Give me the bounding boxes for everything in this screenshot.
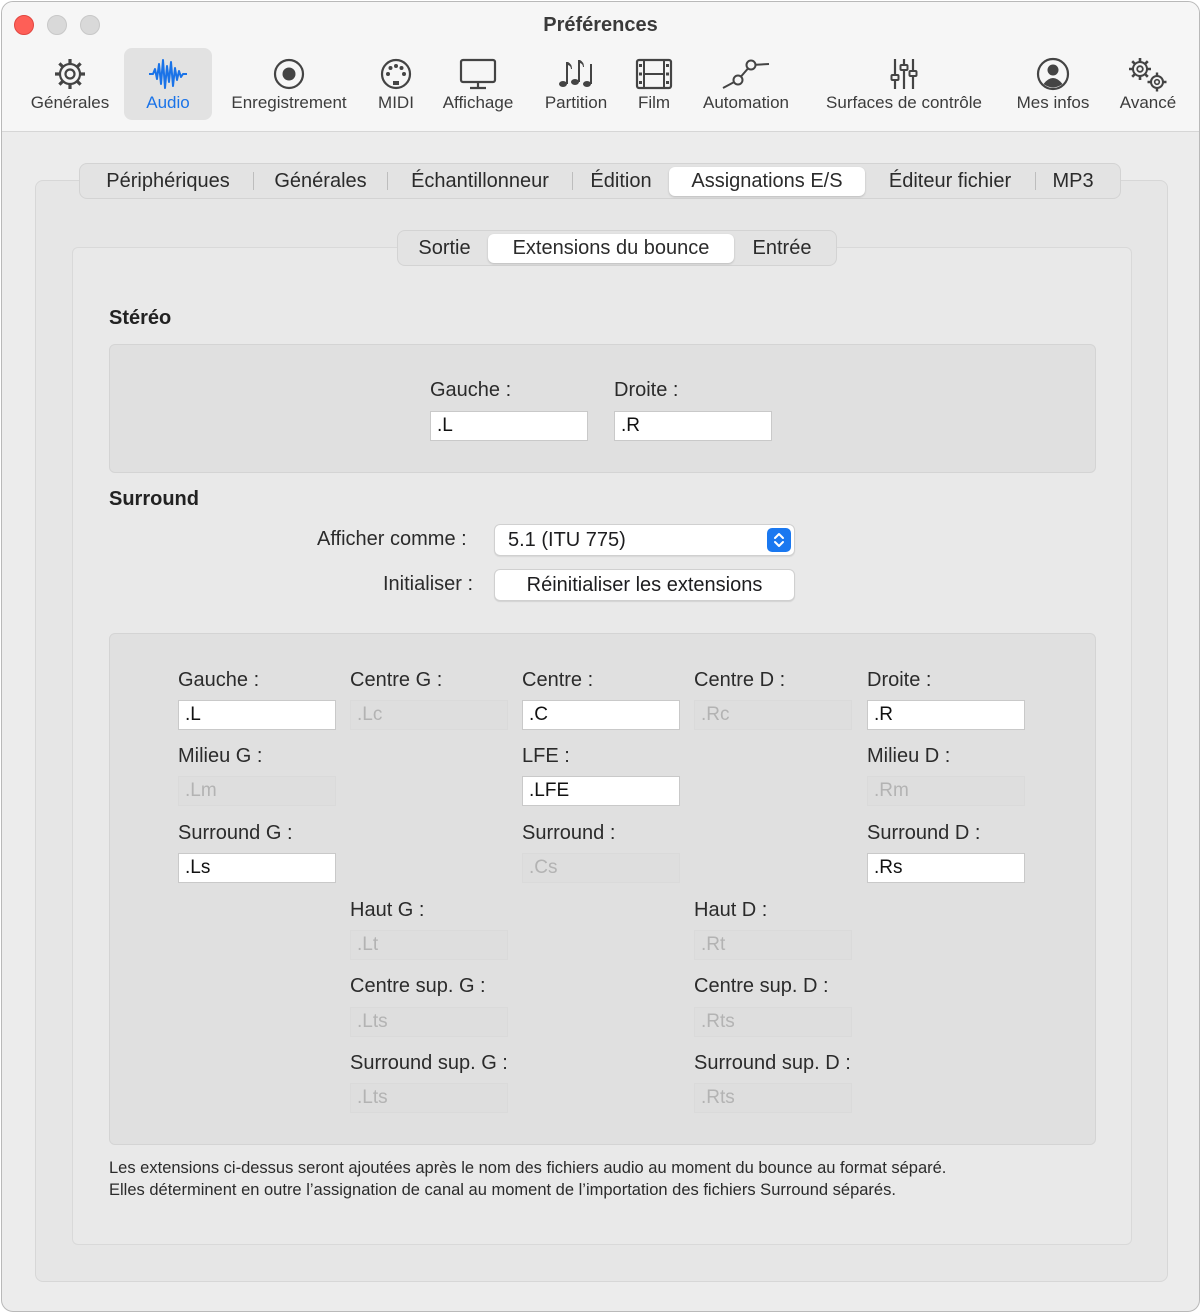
surround-surround-field: .Cs (522, 853, 680, 883)
toolbar-item-film[interactable] (628, 48, 680, 120)
automation-icon (721, 56, 771, 92)
surround-surround-label: Surround : (522, 822, 616, 844)
gears-icon (1126, 56, 1170, 94)
tab-edition[interactable]: Édition (590, 169, 652, 192)
record-icon (271, 56, 307, 92)
toolbar-label: Avancé (1119, 93, 1177, 112)
sub-tab-bar (397, 230, 837, 266)
surround-haut-g-label: Haut G : (350, 899, 425, 921)
waveform-icon (148, 56, 188, 92)
tab-generales[interactable]: Générales (274, 169, 367, 192)
main-tab-bar (79, 163, 1121, 199)
surround-centre-d-label: Centre D : (694, 669, 786, 691)
surround-milieu-d-field: .Rm (867, 776, 1025, 806)
title-bar (2, 2, 1199, 132)
toolbar-item-generales[interactable] (22, 48, 118, 120)
surround-centre-g-label: Centre G : (350, 669, 443, 691)
film-icon (634, 56, 674, 92)
stereo-right-label: Droite : (614, 379, 679, 401)
gear-icon (52, 56, 88, 92)
display-as-value: 5.1 (ITU 775) (508, 529, 626, 551)
surround-surround-sup-d-label: Surround sup. D : (694, 1052, 851, 1074)
toolbar-item-automation[interactable] (692, 48, 800, 120)
surround-lfe-label: LFE : (522, 745, 570, 767)
surround-surround-d-field[interactable]: .Rs (867, 853, 1025, 883)
surround-centre-d-field: .Rc (694, 700, 852, 730)
surround-droite-label: Droite : (867, 669, 932, 691)
surround-haut-g-field: .Lt (350, 930, 508, 960)
subtab-sortie[interactable]: Sortie (418, 236, 471, 259)
display-as-label: Afficher comme : (317, 528, 467, 550)
surround-centre-sup-g-field: .Lts (350, 1007, 508, 1037)
surround-centre-sup-d-label: Centre sup. D : (694, 975, 829, 997)
tab-assignations-es[interactable]: Assignations E/S (669, 167, 865, 196)
subtab-entree[interactable]: Entrée (752, 236, 812, 259)
toolbar-label: Film (637, 93, 671, 112)
surround-section-title: Surround (109, 488, 199, 510)
subtab-extensions-du-bounce[interactable]: Extensions du bounce (488, 234, 734, 263)
window-title: Préférences (543, 14, 658, 36)
surround-gauche-field[interactable]: .L (178, 700, 336, 730)
surround-gauche-label: Gauche : (178, 669, 260, 691)
toolbar-label: Partition (544, 93, 608, 112)
preferences-window (1, 1, 1200, 1312)
toolbar-item-mes-infos[interactable] (1008, 48, 1098, 120)
surround-droite-field[interactable]: .R (867, 700, 1025, 730)
toolbar-label: Générales (30, 93, 110, 112)
toolbar-item-surfaces[interactable] (812, 48, 996, 120)
sliders-icon (886, 56, 922, 92)
toolbar-label: Mes infos (1016, 93, 1090, 112)
surround-surround-g-label: Surround G : (178, 822, 293, 844)
toolbar-label: MIDI (378, 93, 414, 112)
surround-surround-sup-g-label: Surround sup. G : (350, 1052, 508, 1074)
stereo-left-label: Gauche : (430, 379, 512, 401)
toolbar-item-partition[interactable] (534, 48, 618, 120)
tab-editeur-fichier[interactable]: Éditeur fichier (888, 169, 1012, 192)
surround-surround-sup-d-field: .Rts (694, 1083, 852, 1113)
stereo-section-title: Stéréo (109, 307, 172, 329)
display-as-popup[interactable] (494, 524, 795, 556)
toolbar-label: Enregistrement (231, 93, 347, 112)
toolbar-item-avance[interactable] (1110, 48, 1186, 120)
surround-centre-g-field: .Lc (350, 700, 508, 730)
surround-haut-d-field: .Rt (694, 930, 852, 960)
stereo-left-field[interactable]: .L (430, 411, 588, 441)
surround-centre-field[interactable]: .C (522, 700, 680, 730)
surround-haut-d-label: Haut D : (694, 899, 768, 921)
person-icon (1035, 56, 1071, 92)
surround-centre-sup-g-label: Centre sup. G : (350, 975, 486, 997)
toolbar-label: Surfaces de contrôle (826, 93, 982, 112)
stereo-right-field[interactable]: .R (614, 411, 772, 441)
surround-milieu-d-label: Milieu D : (867, 745, 951, 767)
surround-centre-label: Centre : (522, 669, 594, 691)
surround-lfe-field[interactable]: .LFE (522, 776, 680, 806)
toolbar-item-midi[interactable] (368, 48, 424, 120)
surround-milieu-g-label: Milieu G : (178, 745, 263, 767)
surround-surround-sup-g-field: .Lts (350, 1083, 508, 1113)
toolbar-label: Audio (146, 93, 190, 112)
chevron-up-down-icon (767, 528, 791, 552)
surround-surround-g-field[interactable]: .Ls (178, 853, 336, 883)
initialize-label: Initialiser : (383, 573, 474, 595)
toolbar-label: Affichage (442, 93, 514, 112)
tab-echantillonneur[interactable]: Échantillonneur (411, 169, 549, 192)
surround-centre-sup-d-field: .Rts (694, 1007, 852, 1037)
toolbar-label: Automation (703, 93, 789, 112)
midi-connector-icon (378, 56, 414, 92)
reset-extensions-button[interactable]: Réinitialiser les extensions (494, 569, 795, 601)
tab-mp3[interactable]: MP3 (1052, 169, 1094, 192)
toolbar-item-affichage[interactable] (432, 48, 524, 120)
tab-peripheriques[interactable]: Périphériques (106, 169, 230, 192)
surround-surround-d-label: Surround D : (867, 822, 981, 844)
surround-milieu-g-field: .Lm (178, 776, 336, 806)
footnote-line-2: Elles déterminent en outre l’assignation de canal au moment de l’importation des fichiers Surround séparés. (109, 1181, 896, 1199)
footnote-line-1: Les extensions ci-dessus seront ajoutées après le nom des fichiers audio au moment du bounce au format séparé. (109, 1159, 947, 1177)
stereo-box (109, 344, 1096, 473)
display-icon (458, 56, 498, 92)
toolbar-item-enregistrement[interactable] (222, 48, 356, 120)
music-notes-icon (556, 56, 596, 92)
toolbar-item-audio[interactable] (124, 48, 212, 120)
